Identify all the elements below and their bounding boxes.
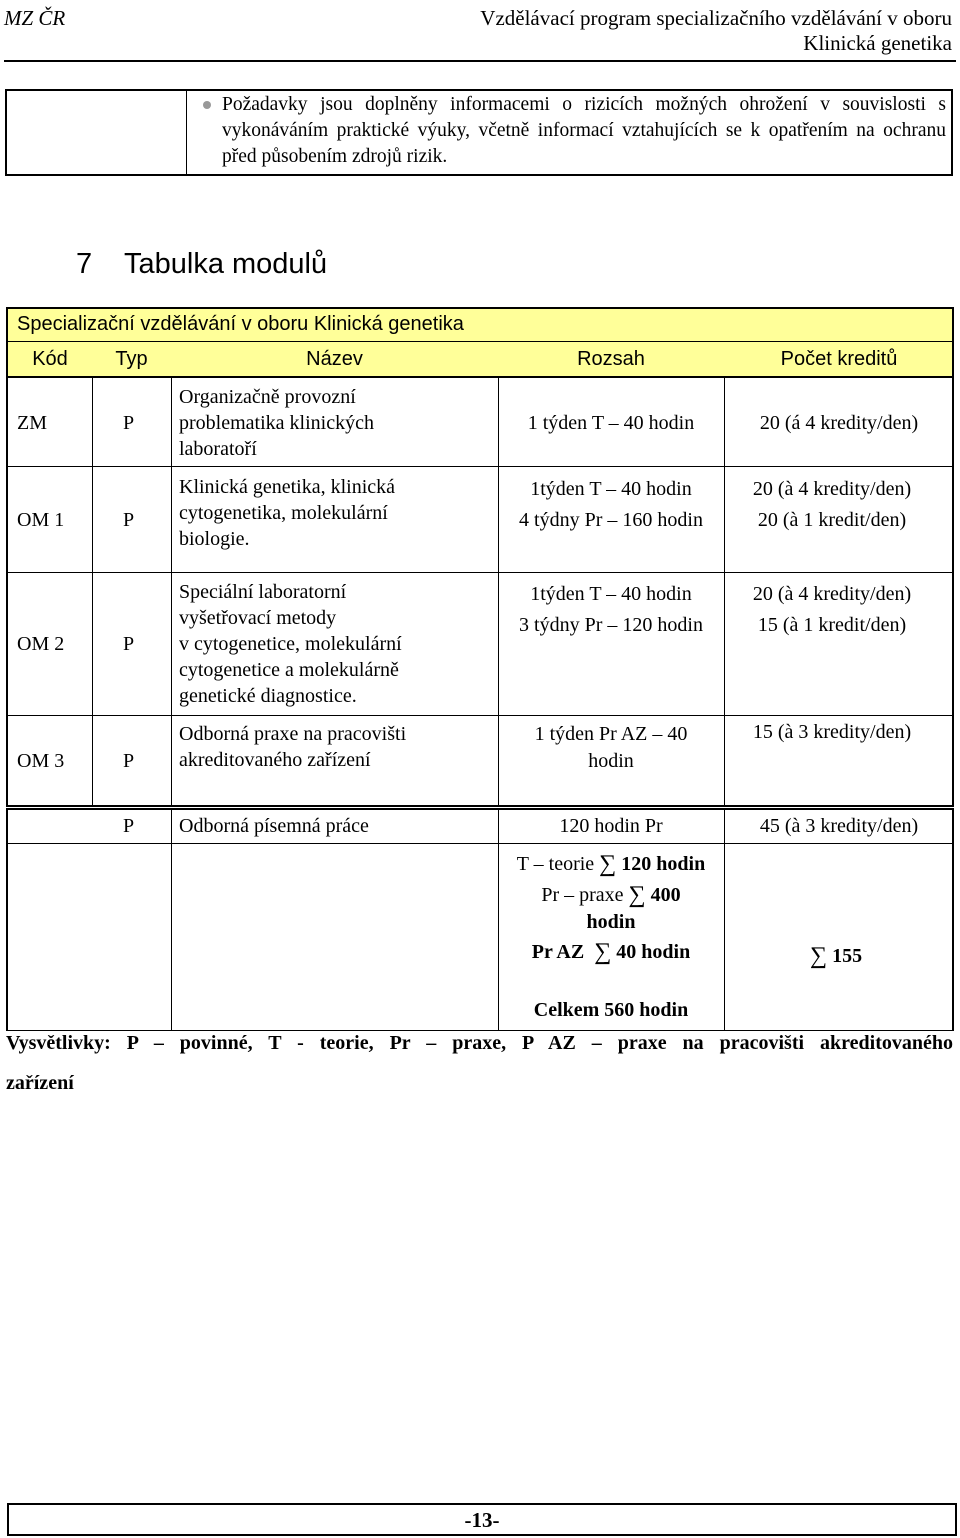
row-om1-rozsah: 1týden T – 40 hodin 4 týdny Pr – 160 hodin [519, 478, 703, 531]
row-zm-nazev: Organizačně provozní problematika klinických laboratoří [179, 386, 374, 460]
rule [6, 572, 954, 573]
legend-line1: Vysvětlivky: P – povinné, T - teorie, Pr – praxe, P AZ – praxe na pracovišti akreditovaného [6, 1032, 953, 1054]
row-zm-kod: ZM [17, 412, 47, 434]
row-zm-rozsah: 1 týden T – 40 hodin [527, 412, 695, 434]
row-zm-typ: P [123, 412, 135, 434]
section-number: 7 [76, 248, 93, 280]
row-om3-kod: OM 3 [17, 750, 65, 772]
col-header-kredity: Počet kreditů [780, 348, 898, 370]
section-title: Tabulka modulů [124, 248, 328, 280]
thesis-rozsah: 120 hodin Pr [559, 815, 663, 837]
row-om2-kredity: 20 (à 4 kredity/den) 15 (à 1 kredit/den) [752, 583, 912, 636]
row-om3-kredity: 15 (à 3 kredity/den) [752, 721, 912, 743]
col-header-rozsah: Rozsah [577, 348, 645, 370]
row-om2-kod: OM 2 [17, 633, 65, 655]
rule [6, 1030, 954, 1031]
requirements-left-cell [7, 91, 187, 174]
row-om2-rozsah: 1týden T – 40 hodin 3 týdny Pr – 120 hodin [519, 583, 703, 636]
sum-icon: ∑ [810, 943, 828, 969]
rule [6, 843, 954, 844]
col-header-typ: Typ [115, 348, 148, 370]
requirements-text: Požadavky jsou doplněny informacemi o rizicích možných ohrožení v souvislosti s vykonáváním praktické výuky, včetně informací vztahujících se k opatřením na ochranu před působením zdrojů rizik. [222, 94, 946, 167]
page-number: -13- [7, 1503, 957, 1536]
summary-total: Celkem 560 hodin [533, 999, 689, 1021]
header-left: MZ ČR [4, 6, 66, 30]
thesis-nazev: Odborná písemná práce [179, 815, 369, 837]
rule [6, 376, 954, 378]
col-rule [92, 377, 93, 807]
header-right-line2: Klinická genetika [803, 31, 952, 55]
header-right-line1: Vzdělávací program specializačního vzdělávání v oboru [480, 6, 952, 30]
row-om3-rozsah: 1 týden Pr AZ – 40 hodin [534, 723, 688, 772]
row-om3-nazev: Odborná praxe na pracovišti akreditovaného zařízení [179, 723, 407, 771]
rule [6, 466, 954, 467]
col-rule [171, 808, 172, 1030]
col-rule [952, 808, 954, 1030]
row-om1-kod: OM 1 [17, 509, 65, 531]
col-rule [724, 808, 725, 1030]
col-header-kod: Kód [32, 348, 68, 370]
row-om2-typ: P [123, 633, 135, 655]
row-om1-nazev: Klinická genetika, klinická cytogenetika, molekulární biologie. [179, 476, 396, 550]
header-rule [4, 60, 956, 62]
col-rule [171, 377, 172, 807]
thesis-typ: P [123, 815, 135, 837]
row-om1-kredity: 20 (à 4 kredity/den) 20 (à 1 kredit/den) [752, 478, 912, 531]
row-om1-typ: P [123, 509, 135, 531]
rule [6, 715, 954, 716]
header-right [480, 6, 952, 56]
row-om3-typ: P [123, 750, 135, 772]
rule [6, 808, 954, 810]
summary-teorie: T – teorie ∑ 120 hodin [516, 851, 706, 877]
col-rule [6, 808, 8, 1030]
row-om2-nazev: Speciální laboratorní vyšetřovací metody v cytogenetice, molekulární cytogenetice a molekulárně genetické diagnostice. [179, 581, 402, 707]
bullet-icon [203, 101, 211, 109]
row-zm-kredity: 20 (á 4 kredity/den) [759, 412, 919, 434]
summary-credits-total: ∑ 155 [810, 943, 863, 969]
thesis-kredity: 45 (à 3 kredity/den) [759, 815, 919, 837]
sum-icon: ∑ [599, 851, 617, 877]
col-header-nazev: Název [306, 348, 363, 370]
sum-icon: ∑ [628, 882, 646, 908]
legend-line2: zařízení [6, 1072, 74, 1094]
sum-icon: ∑ [594, 939, 612, 965]
summary-praxe: Pr – praxe ∑ 400 hodin [541, 882, 681, 933]
table-caption: Specializační vzdělávání v oboru Klinická genetika [17, 313, 464, 335]
summary-az: Pr AZ ∑ 40 hodin [531, 939, 691, 965]
